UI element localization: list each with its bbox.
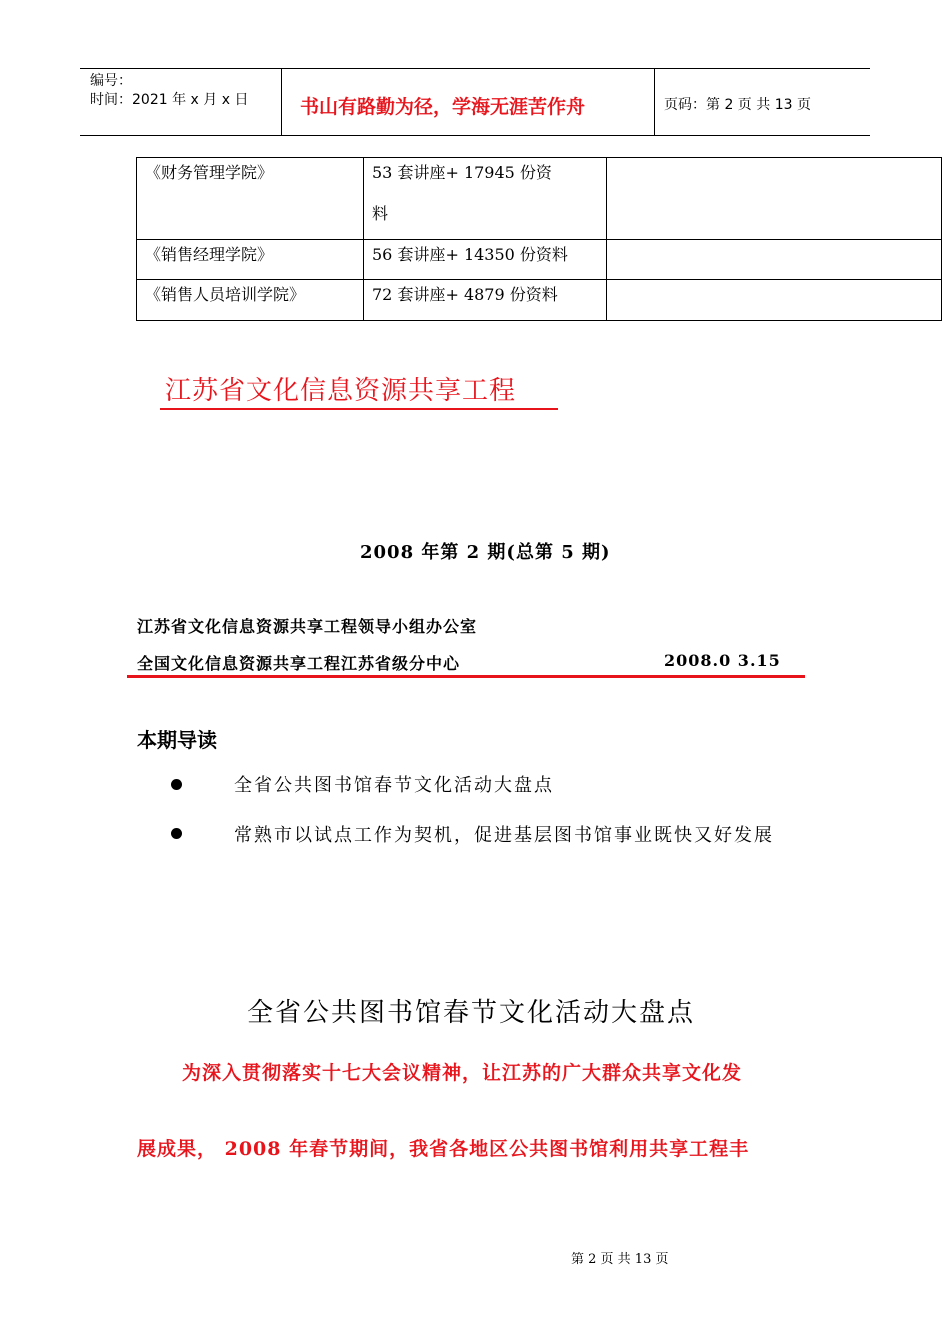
header-page-label: 页码：第 2 页 共 13 页: [664, 97, 811, 113]
newsletter-title: 江苏省文化信息资源共享工程: [165, 376, 517, 406]
table-cell-content: 72 套讲座+ 4879 份资料: [364, 280, 607, 321]
org-line-1: 江苏省文化信息资源共享工程领导小组办公室: [137, 617, 478, 636]
header-top-rule: [80, 68, 870, 69]
guide-item: 全省公共图书馆春节文化活动大盘点: [234, 775, 554, 796]
guide-item: 常熟市以试点工作为契机，促进基层图书馆事业既快又好发展: [234, 825, 774, 846]
article-paragraph-line: 为深入贯彻落实十七大会议精神，让江苏的广大群众共享文化发: [182, 1062, 743, 1084]
resource-table: [136, 157, 942, 321]
article-title: 全省公共图书馆春节文化活动大盘点: [247, 998, 696, 1028]
header-motto: 书山有路勤为径，学海无涯苦作舟: [300, 96, 586, 118]
page-footer: 第 2 页 共 13 页: [571, 1252, 669, 1267]
table-cell-content: [364, 158, 607, 240]
table-cell-content-line: 料: [372, 204, 389, 223]
table-row: [137, 240, 942, 280]
newsletter-title-underline: [160, 408, 558, 410]
table-cell-extra: [607, 280, 942, 321]
bullet-icon: [171, 779, 182, 790]
issue-number: 2008 年第 2 期(总第 5 期): [360, 542, 611, 563]
table-cell-name: 《销售经理学院》: [137, 240, 364, 280]
masthead-red-rule: [127, 675, 805, 678]
table-cell-extra: [607, 158, 942, 240]
article-paragraph-line: 展成果， 2008 年春节期间，我省各地区公共图书馆利用共享工程丰: [137, 1138, 750, 1160]
header-bottom-rule: [80, 135, 870, 136]
table-row: [137, 158, 942, 240]
guide-heading: 本期导读: [137, 728, 217, 752]
table-cell-content-line: 53 套讲座+ 17945 份资: [372, 163, 552, 182]
org-line-2: 全国文化信息资源共享工程江苏省级分中心: [137, 654, 461, 673]
table-cell-name: 《财务管理学院》: [137, 158, 364, 240]
table-cell-extra: [607, 240, 942, 280]
header-time-label: 时间：2021 年 x 月 x 日: [90, 92, 249, 108]
issue-date: 2008.0 3.15: [664, 651, 781, 670]
table-cell-name: 《销售人员培训学院》: [137, 280, 364, 321]
header-number-label: 编号：: [90, 73, 132, 89]
table-row: [137, 280, 942, 321]
table-cell-content: 56 套讲座+ 14350 份资料: [364, 240, 607, 280]
bullet-icon: [171, 828, 182, 839]
header-divider-right: [654, 68, 655, 135]
header-divider-left: [281, 68, 282, 135]
